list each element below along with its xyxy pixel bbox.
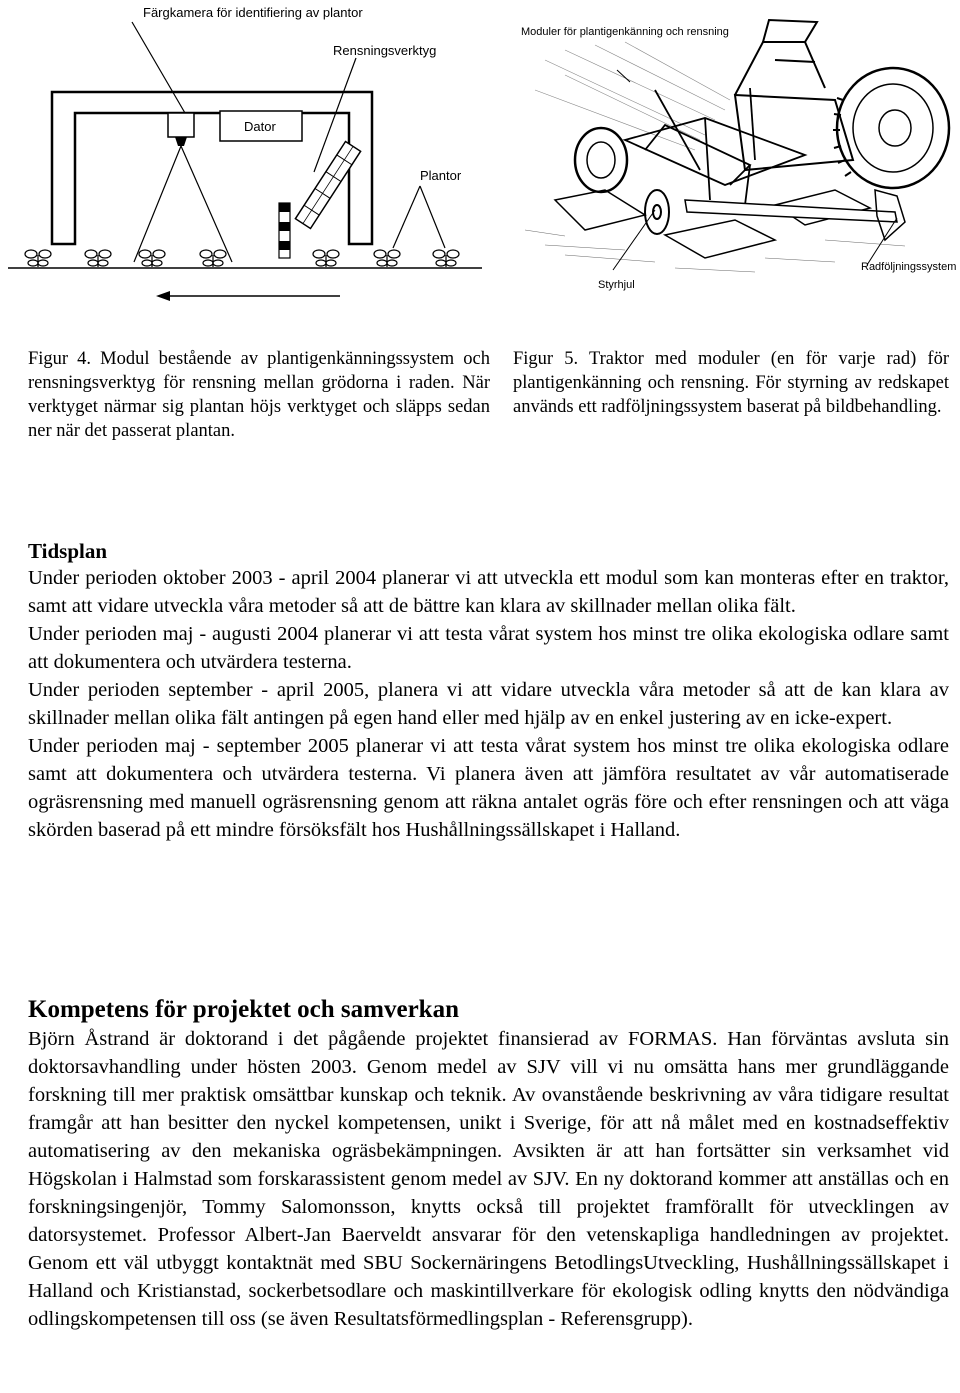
- schedule-paragraph-2: Under perioden maj - augusti 2004 planerar vi att testa vårat system hos minst tre olika ekologiska odlare samt att dokumentera och utvärdera testerna.: [28, 623, 949, 673]
- schedule-heading: Tidsplan: [28, 539, 108, 563]
- label-computer: Dator: [244, 119, 276, 134]
- front-wheel: [575, 128, 627, 192]
- figure-5-caption: Figur 5. Traktor med moduler (en för varje rad) för plantigenkänning och rensning. För styrning av redskapet används ett radföljningssystem baserat på bildbehandling.: [513, 349, 949, 417]
- plant-row: [25, 250, 459, 267]
- schedule-paragraph-4: Under perioden maj - september 2005 planerar vi att testa vårat system hos minst tre olika ekologiska odlare samt att dokumentera och utvärdera testerna. Vi planera även att jämföra resultatet av vår automatiserade ogräsrensning med manuell ogräsrensning genom att räkna antalet ogräs före och efter rensningen och att väga skörden baserad på ett mindre försöksfält hos Hushållningssällskapet i Halland.: [28, 735, 949, 841]
- figure-5: [505, 0, 960, 300]
- label-plants: Plantor: [420, 168, 462, 183]
- figure-4-caption: Figur 4. Modul bestående av plantigenkänningssystem och rensningsverktyg för rensning mellan grödorna i raden. När verktyget närmar sig plantan höjs verktyget och släpps sedan ner när det passerat plantan.: [28, 349, 490, 441]
- row-following-beam: [685, 200, 897, 222]
- competence-paragraph: Björn Åstrand är doktorand i det pågående projektet finansierad av FORMAS. Han förväntas avsluta sin doktorsavhandling under hösten 2003. Genom medel av SJV vill vi nu omsätta hans mer grundläggande forskning till mer praktisk omsättbar kunskap och teknik. Av ovanstående beskrivning av våra tidigare resultat framgår att han besitter den nyckel kompetensen, unikt i Sverige, för att nå målet med en kostnadseffektiv automatisering av den mekaniska ogräsbekämpningen. Avsikten är att han fortsätter sin verksamhet vid Högskolan i Halmstad som forskarassistent genom medel av SJV. En ny doktorand kommer att anställas och en forskningsingenjör, Tommy Salomonsson, knytts också till projektet framförallt för utvecklingen av datorsystemet. Professor Albert-Jan Baerveldt ansvarar för den vetenskapliga handledningen av projektet. Genom ett väl utbyggt kontaktnät med SBU Sockernäringens BetodlingsUtveckling, Hushållningssällskapet i Halland och Kristianstad, sockerbetsodlare och maskintillverkare för ekologisk odling knytts den nödvändiga odlingskompetensen till oss (se även Resultatsförmedlingsplan - Referensgrupp).: [28, 1028, 949, 1330]
- schedule-paragraph-3: Under perioden september - april 2005, planera vi att vidare utveckla våra metoder så att de kan klara av skillnader mellan olika fält antingen på egen hand eller med hjälp av en enkel justering av en icke-expert.: [28, 679, 949, 729]
- schedule-section: [28, 538, 949, 844]
- label-tool: Rensningsverktyg: [333, 43, 437, 58]
- competence-heading: Kompetens för projektet och samverkan: [28, 996, 459, 1023]
- rear-tire: [833, 68, 949, 188]
- camera-icon: [168, 113, 194, 137]
- steering-wheel-drawing: [645, 190, 669, 234]
- schedule-paragraph-1: Under perioden oktober 2003 - april 2004 planerar vi att utveckla ett modul som kan monteras efter en traktor, samt att vidare utveckla våra metoder så att de bättre kan klara av skillnader mellan olika fält.: [28, 567, 949, 617]
- label-steering-wheel: Styrhjul: [598, 279, 635, 291]
- label-camera: Färgkamera för identifiering av plantor: [143, 5, 363, 20]
- tractor-drawing: [505, 0, 960, 300]
- label-modules: Moduler för plantigenkänning och rensning: [521, 26, 729, 38]
- competence-section: [28, 995, 949, 1333]
- label-row-following: Radföljningssystem: [861, 261, 957, 273]
- module-hood: [52, 92, 372, 244]
- figure-4: [0, 0, 500, 310]
- module-frame: [625, 88, 805, 205]
